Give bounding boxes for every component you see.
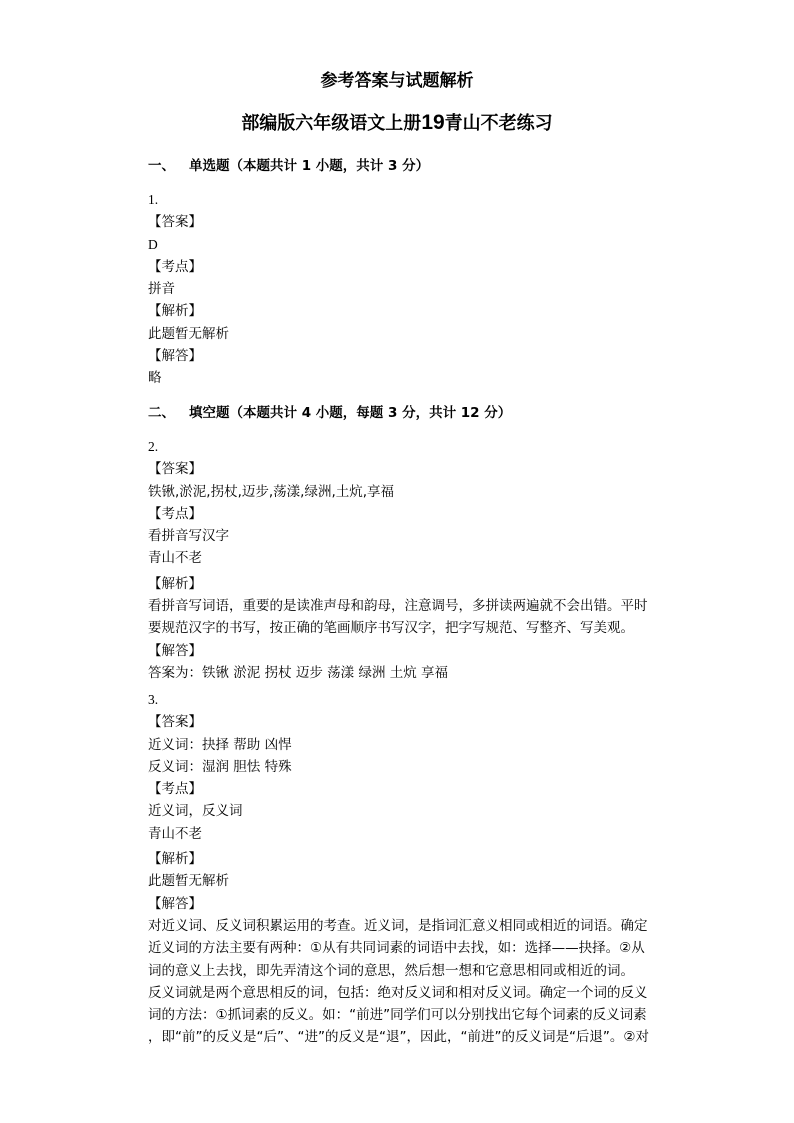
question-number: 1.	[148, 192, 159, 207]
point-text: 青山不老	[148, 825, 202, 842]
answer-label: 【答案】	[148, 214, 202, 231]
analysis-text: 看拼音写词语，重要的是读准声母和韵母，注意调号，多拼读两遍就不会出错。平时	[148, 598, 648, 615]
section-title: 单选题（本题共计 1 小题，共计 3 分）	[189, 158, 430, 174]
solution-text: ，即“前”的反义是“后”、“进”的反义是“退”，因此，“前进”的反义词是“后退”。②对	[148, 1029, 650, 1046]
answer-label: 【答案】	[148, 461, 202, 478]
subtitle-lesson-number: 19	[421, 111, 445, 134]
section-title: 填空题（本题共计 4 小题，每题 3 分，共计 12 分）	[189, 405, 512, 421]
section-number: 二、	[148, 405, 175, 421]
section-heading-single-choice	[148, 156, 668, 176]
question-1-block	[148, 189, 678, 390]
answer-text: 反义词：湿润 胆怯 特殊	[148, 758, 292, 775]
point-label: 【考点】	[148, 505, 202, 522]
analysis-text: 此题暂无解析	[148, 325, 229, 342]
analysis-label: 【解析】	[148, 575, 202, 592]
document-subtitle	[0, 110, 794, 137]
point-text: 拼音	[148, 281, 175, 298]
point-text: 青山不老	[148, 550, 202, 567]
solution-label: 【解答】	[148, 642, 202, 659]
point-label: 【考点】	[148, 258, 202, 275]
point-text: 看拼音写汉字	[148, 528, 229, 545]
question-number: 3.	[148, 692, 159, 707]
solution-label: 【解答】	[148, 348, 202, 365]
answer-label: 【答案】	[148, 714, 202, 731]
subtitle-prefix: 部编版六年级语文上册	[241, 113, 422, 134]
point-label: 【考点】	[148, 781, 202, 798]
solution-text: 词的意义上去找，即先弄清这个词的意思，然后想一想和它意思相同或相近的词。	[148, 962, 634, 979]
section-number: 一、	[148, 158, 175, 174]
solution-text: 对近义词、反义词积累运用的考查。近义词，是指词汇意义相同或相近的词语。确定	[148, 917, 648, 934]
answer-text: 近义词：抉择 帮助 凶悍	[148, 736, 292, 753]
analysis-label: 【解析】	[148, 851, 202, 868]
document-title: 参考答案与试题解析	[320, 71, 474, 91]
point-text: 近义词，反义词	[148, 803, 243, 820]
analysis-label: 【解析】	[148, 303, 202, 320]
question-number: 2.	[148, 439, 159, 454]
solution-text: 近义词的方法主要有两种：①从有共同词素的词语中去找，如：选择——抉择。②从	[148, 940, 645, 957]
solution-text: 词的方法：①抓词素的反义。如：“前进”同学们可以分别找出它每个词素的反义词素	[148, 1007, 647, 1024]
answer-text: D	[148, 236, 158, 252]
section-heading-fill-blank	[148, 403, 668, 423]
answer-text: 铁锹,淤泥,拐杖,迈步,荡漾,绿洲,土炕,享福	[148, 483, 395, 500]
analysis-text: 此题暂无解析	[148, 873, 229, 890]
solution-text: 反义词就是两个意思相反的词，包括：绝对反义词和相对反义词。确定一个词的反义	[148, 984, 648, 1001]
question-3-block	[148, 689, 678, 1049]
solution-text: 答案为：铁锹 淤泥 拐杖 迈步 荡漾 绿洲 土炕 享福	[148, 664, 449, 681]
analysis-text: 要规范汉字的书写，按正确的笔画顺序书写汉字，把字写规范、写整齐、写美观。	[148, 620, 634, 637]
solution-text: 略	[148, 370, 162, 387]
question-2-block	[148, 436, 678, 684]
solution-label: 【解答】	[148, 895, 202, 912]
subtitle-suffix: 青山不老练习	[444, 113, 553, 134]
